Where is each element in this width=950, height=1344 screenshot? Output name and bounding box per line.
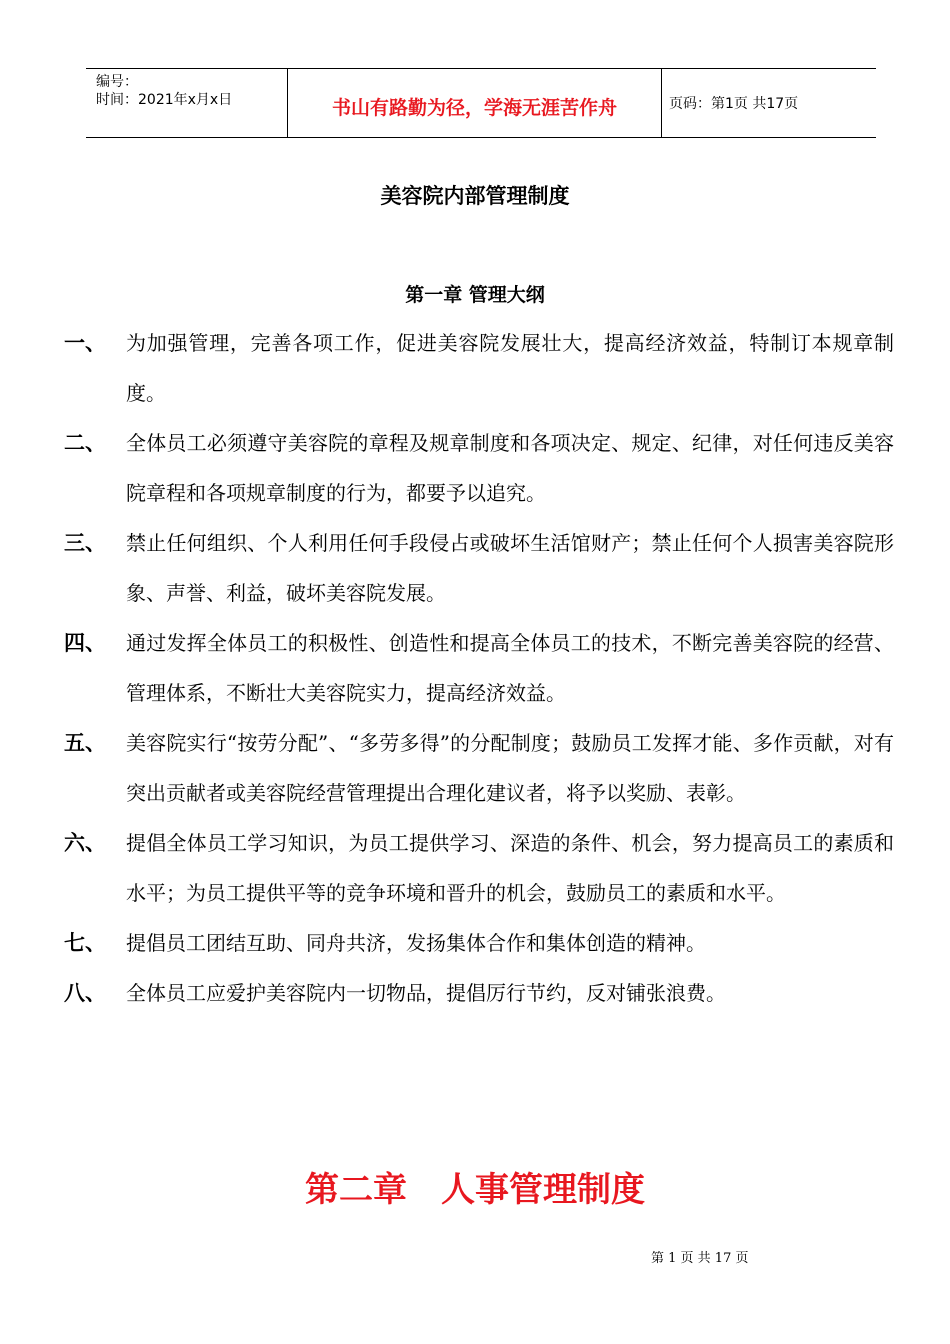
list-item [64,418,904,518]
item-text: 提倡全体员工学习知识，为员工提供学习、深造的条件、机会，努力提高员工的素质和水平；为员工提供平等的竞争环境和晋升的机会，鼓励员工的素质和水平。 [126,831,894,905]
list-item [64,718,904,818]
header-motto: 书山有路勤为径，学海无涯苦作舟 [331,97,617,119]
list-item [64,818,904,918]
item-text: 全体员工应爱护美容院内一切物品，提倡厉行节约，反对铺张浪费。 [126,981,726,1005]
header-serial-label: 编号： [96,74,138,90]
item-text: 全体员工必须遵守美容院的章程及规章制度和各项决定、规定、纪律，对任何违反美容院章程和各项规章制度的行为，都要予以追究。 [126,431,894,505]
item-number: 七、 [64,931,106,955]
header-page-cell [661,69,876,137]
list-item [64,618,904,718]
chapter-2-title: 第二章 人事管理制度 [305,1170,645,1210]
document-title: 美容院内部管理制度 [380,184,570,208]
item-text: 禁止任何组织、个人利用任何手段侵占或破坏生活馆财产；禁止任何个人损害美容院形象、声誉、利益，破坏美容院发展。 [126,531,894,605]
item-text: 美容院实行“按劳分配”、“多劳多得”的分配制度；鼓励员工发挥才能、多作贡献，对有突出贡献者或美容院经营管理提出合理化建议者，将予以奖励、表彰。 [126,731,894,805]
page-footer: 第 1 页 共 17 页 [651,1251,749,1266]
list-item [64,968,904,1018]
item-number: 三、 [64,531,106,555]
chapter-1-title: 第一章 管理大纲 [405,284,545,306]
item-list [64,318,904,1018]
item-number: 五、 [64,731,106,755]
header-table [86,68,876,138]
item-number: 一、 [64,331,106,355]
item-number: 四、 [64,631,106,655]
header-date: 时间：2021年x月x日 [96,92,233,108]
header-page-number: 页码：第1页 共17页 [669,96,799,112]
item-number: 二、 [64,431,106,455]
item-number: 六、 [64,831,106,855]
item-text: 通过发挥全体员工的积极性、创造性和提高全体员工的技术，不断完善美容院的经营、管理体系，不断壮大美容院实力，提高经济效益。 [126,631,894,705]
item-number: 八、 [64,981,106,1005]
list-item [64,518,904,618]
header-motto-cell [287,69,662,137]
list-item [64,318,904,418]
list-item [64,918,904,968]
item-text: 为加强管理，完善各项工作，促进美容院发展壮大，提高经济效益，特制订本规章制度。 [126,331,894,405]
header-meta-cell [86,69,286,137]
item-text: 提倡员工团结互助、同舟共济，发扬集体合作和集体创造的精神。 [126,931,706,955]
